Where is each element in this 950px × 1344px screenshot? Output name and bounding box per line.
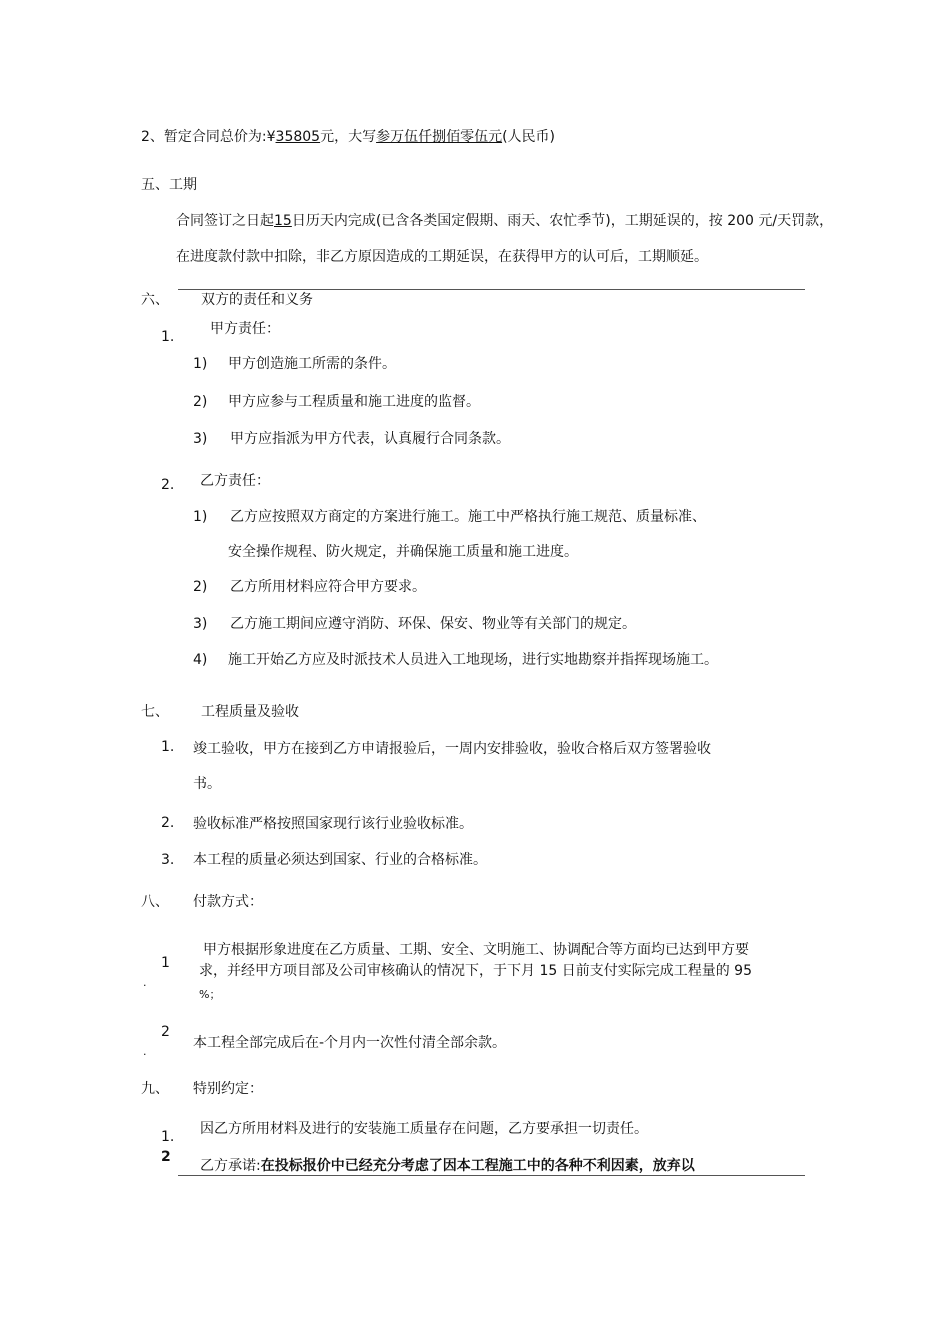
s9-item-2-num: 2 bbox=[161, 1149, 171, 1165]
contract-price-line bbox=[141, 128, 555, 146]
s6-a-item-3-num: 3) bbox=[193, 431, 208, 447]
s6-a-num: 1. bbox=[161, 329, 175, 345]
price-prefix: 2、暂定合同总价为:¥ bbox=[141, 129, 276, 145]
s6-a-item-2-text: 甲方应参与工程质量和施工进度的监督。 bbox=[228, 394, 480, 410]
s6-a-item-3-text: 甲方应指派为甲方代表，认真履行合同条款。 bbox=[230, 431, 510, 447]
s8-item-2-dot: . bbox=[143, 1045, 147, 1058]
price-amount-words: 参万伍仟捌佰零伍元 bbox=[376, 129, 503, 145]
s7-item-1-cont: 书。 bbox=[193, 776, 221, 792]
s5-line1-prefix: 合同签订之日起 bbox=[176, 213, 274, 229]
s9-item-2-text bbox=[200, 1157, 695, 1175]
s7-item-2-text: 验收标准严格按照国家现行该行业验收标准。 bbox=[193, 816, 473, 832]
section-6-title: 双方的责任和义务 bbox=[201, 292, 313, 308]
s6-b-item-1-num: 1) bbox=[193, 509, 208, 525]
s8-item-1-dot: . bbox=[143, 976, 147, 989]
s6-b-item-3-num: 3) bbox=[193, 616, 208, 632]
s9-item-1-text: 因乙方所用材料及进行的安装施工质量存在问题，乙方要承担一切责任。 bbox=[200, 1121, 648, 1137]
s9-item-1-num: 1. bbox=[161, 1129, 175, 1145]
s8-item-1-line-2: 求，并经甲方项目部及公司审核确认的情况下，于下月 15 日前支付实际完成工程量的 95 bbox=[199, 963, 752, 979]
section-9-num: 九、 bbox=[141, 1081, 169, 1097]
s8-item-1-line-3: %； bbox=[199, 988, 221, 1001]
section-8-title: 付款方式： bbox=[193, 894, 263, 910]
s8-item-2-text: 本工程全部完成后在-个月内一次性付清全部余款。 bbox=[193, 1035, 507, 1051]
s5-days: 15 bbox=[274, 213, 292, 229]
s6-b-item-1-text: 乙方应按照双方商定的方案进行施工。施工中严格执行施工规范、质量标准、 bbox=[230, 509, 706, 525]
divider-line bbox=[178, 289, 805, 290]
s7-item-2-num: 2. bbox=[161, 815, 175, 831]
s7-item-3-num: 3. bbox=[161, 852, 175, 868]
s8-item-1-line-1: 甲方根据形象进度在乙方质量、工期、安全、文明施工、协调配合等方面均已达到甲方要 bbox=[203, 942, 749, 958]
section-5-line-1 bbox=[176, 212, 833, 230]
s6-b-item-2-num: 2) bbox=[193, 579, 208, 595]
s6-b-item-2-text: 乙方所用材料应符合甲方要求。 bbox=[230, 579, 426, 595]
section-6-num: 六、 bbox=[141, 292, 169, 308]
s6-b-title: 乙方责任： bbox=[200, 473, 270, 489]
s7-item-3-text: 本工程的质量必须达到国家、行业的合格标准。 bbox=[193, 852, 487, 868]
divider-line-bottom bbox=[178, 1175, 805, 1176]
s6-b-num: 2. bbox=[161, 477, 175, 493]
price-suffix: (人民币) bbox=[502, 129, 556, 145]
price-mid: 元，大写 bbox=[320, 129, 377, 145]
s6-a-item-1-text: 甲方创造施工所需的条件。 bbox=[228, 356, 396, 372]
s6-b-item-4-text: 施工开始乙方应及时派技术人员进入工地现场，进行实地勘察并指挥现场施工。 bbox=[228, 652, 718, 668]
section-5-title: 五、工期 bbox=[141, 177, 197, 193]
section-7-title: 工程质量及验收 bbox=[201, 704, 299, 720]
section-9-title: 特别约定： bbox=[193, 1081, 263, 1097]
section-8-num: 八、 bbox=[141, 894, 169, 910]
s6-a-title: 甲方责任： bbox=[210, 321, 280, 337]
s6-b-item-3-text: 乙方施工期间应遵守消防、环保、保安、物业等有关部门的规定。 bbox=[230, 616, 636, 632]
s7-item-1-text: 竣工验收，甲方在接到乙方申请报验后，一周内安排验收，验收合格后双方签署验收 bbox=[193, 741, 711, 757]
s6-b-item-4-num: 4) bbox=[193, 652, 208, 668]
s5-line1-suffix: 日历天内完成(已含各类国定假期、雨天、农忙季节)，工期延误的，按 200 元/天罚款， bbox=[291, 213, 834, 229]
s6-a-item-1-num: 1) bbox=[193, 356, 208, 372]
s8-item-1-num: 1 bbox=[161, 955, 170, 971]
s7-item-1-num: 1. bbox=[161, 739, 175, 755]
price-amount: 35805 bbox=[275, 129, 321, 145]
s8-item-2-num: 2 bbox=[161, 1024, 170, 1040]
section-7-num: 七、 bbox=[141, 704, 169, 720]
s9-item-2-prefix: 乙方承诺: bbox=[200, 1158, 261, 1174]
s6-b-item-1-cont: 安全操作规程、防火规定，并确保施工质量和施工进度。 bbox=[228, 544, 578, 560]
s6-a-item-2-num: 2) bbox=[193, 394, 208, 410]
s9-item-2-bold: 在投标报价中已经充分考虑了因本工程施工中的各种不利因素，放弃以 bbox=[260, 1158, 695, 1174]
section-5-line-2: 在进度款付款中扣除，非乙方原因造成的工期延误，在获得甲方的认可后，工期顺延。 bbox=[176, 249, 708, 265]
